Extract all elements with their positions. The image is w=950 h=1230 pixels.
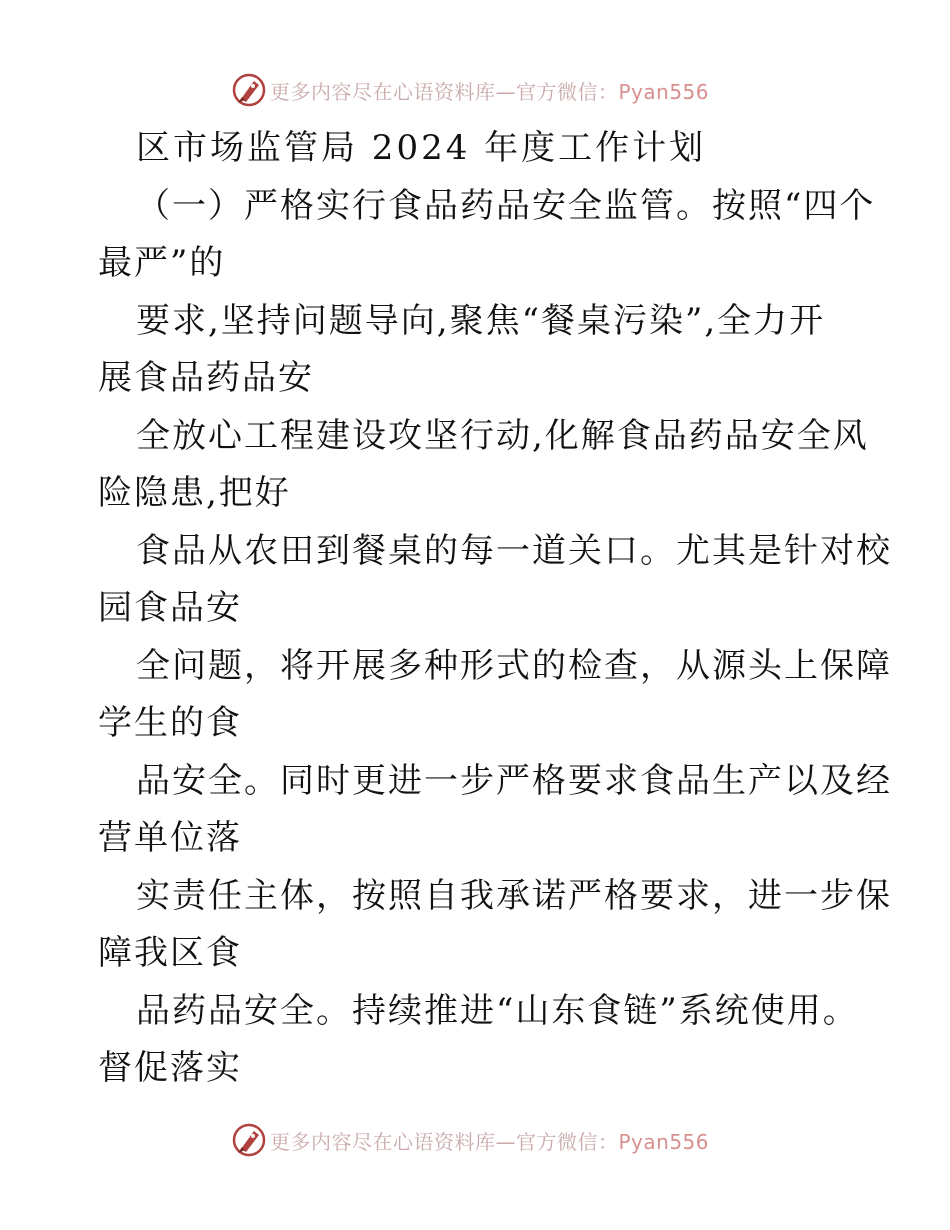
document-line: 要求,坚持问题导向,聚焦“餐桌污染”,全力开 [136, 300, 826, 341]
document-line: 营单位落 [98, 818, 242, 858]
watermark-text: 更多内容尽在心语资料库—官方微信：Pyan556 [270, 79, 710, 104]
pen-nib-logo-icon [232, 73, 266, 107]
header-watermark [232, 73, 709, 107]
document-line: 品药品安全。持续推进“山东食链”系统使用。 [136, 990, 859, 1031]
document-line: 最严”的 [98, 243, 226, 283]
document-line: 品安全。同时更进一步严格要求食品生产以及经 [136, 760, 892, 801]
document-line: 园食品安 [98, 588, 242, 628]
watermark-id: Pyan556 [618, 1129, 710, 1154]
document-line: 食品从农田到餐桌的每一道关口。尤其是针对校 [136, 530, 892, 571]
document-line: 实责任主体，按照自我承诺严格要求，进一步保 [136, 875, 892, 916]
document-line: 督促落实 [98, 1048, 242, 1088]
watermark-text: 更多内容尽在心语资料库—官方微信：Pyan556 [270, 1129, 710, 1154]
watermark-id: Pyan556 [618, 79, 710, 104]
document-line: 障我区食 [98, 933, 242, 973]
document-line: 险隐患,把好 [98, 473, 291, 513]
pen-nib-logo-icon [232, 1123, 266, 1157]
document-line: 全放心工程建设攻坚行动,化解食品药品安全风 [136, 415, 869, 456]
footer-watermark [232, 1123, 709, 1157]
document-title: 区市场监管局 2024 年度工作计划 [136, 128, 707, 168]
document-line: （一）严格实行食品药品安全监管。按照“四个 [136, 185, 876, 226]
document-line: 学生的食 [98, 703, 242, 743]
document-line: 全问题，将开展多种形式的检查，从源头上保障 [136, 645, 892, 686]
document-body [98, 120, 892, 1098]
document-line: 展食品药品安 [98, 358, 314, 398]
